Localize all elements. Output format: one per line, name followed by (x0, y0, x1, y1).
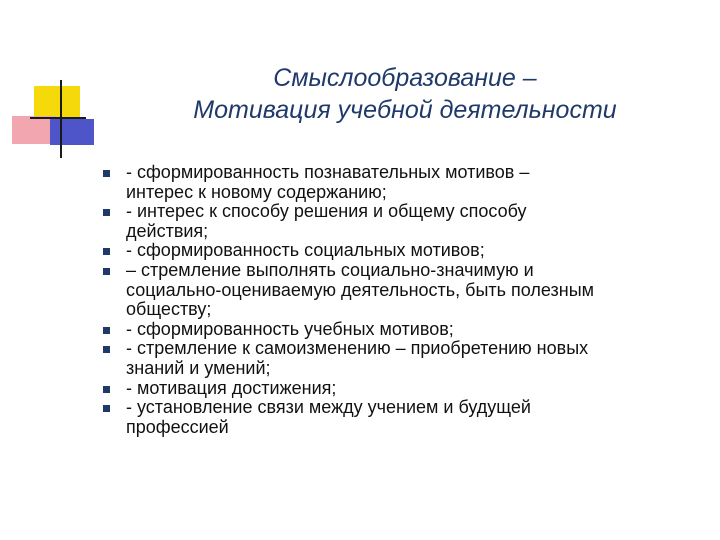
square-bullet-icon (103, 170, 110, 177)
slide-title (100, 62, 710, 126)
square-bullet-icon (103, 405, 110, 412)
bullet-item-7-line-1: - мотивация достижения; (126, 377, 337, 398)
decor-blue-rectangle (50, 119, 94, 145)
bullet-item-5 (100, 320, 700, 340)
bullet-item-4-line-2: социально-оцениваемую деятельность, быть полезным (126, 279, 595, 300)
square-bullet-icon (103, 327, 110, 334)
bullet-item-3-line-1: - сформированность социальных мотивов; (126, 240, 485, 261)
bullet-item-8 (100, 398, 700, 437)
bullet-item-8-line-2: профессией (126, 416, 229, 437)
bullet-item-2-line-2: действия; (126, 220, 209, 241)
square-bullet-icon (103, 386, 110, 393)
bullet-item-1-line-1: - сформированность познавательных мотивов – (126, 162, 530, 182)
bullet-item-2-line-1: - интерес к способу решения и общему способу (126, 201, 527, 222)
bullet-item-2 (100, 202, 700, 241)
bullet-item-1 (100, 163, 700, 202)
slide-title-line-2: Мотивация учебной деятельности (193, 96, 617, 124)
square-bullet-icon (103, 248, 110, 255)
bullet-item-6-line-2: знаний и умений; (126, 357, 271, 378)
bullet-item-4-line-1: – стремление выполнять социально-значимую и (126, 259, 534, 280)
bullet-item-6-line-1: - стремление к самоизменению – приобретению новых (126, 338, 589, 359)
bullet-item-4 (100, 261, 700, 320)
bullet-item-6 (100, 339, 700, 378)
bullet-list (100, 163, 700, 437)
bullet-item-1-line-2: интерес к новому содержанию; (126, 181, 387, 202)
square-bullet-icon (103, 346, 110, 353)
bullet-item-8-line-1: - установление связи между учением и будущей (126, 397, 531, 418)
bullet-item-5-line-1: - сформированность учебных мотивов; (126, 318, 454, 339)
bullet-item-7 (100, 379, 700, 399)
bullet-item-4-line-3: обществу; (126, 299, 212, 320)
square-bullet-icon (103, 268, 110, 275)
slide-title-line-1: Смыслообразование – (273, 64, 537, 92)
decor-horizontal-line (30, 117, 86, 119)
square-bullet-icon (103, 209, 110, 216)
decor-vertical-line (60, 80, 62, 158)
bullet-item-3 (100, 241, 700, 261)
